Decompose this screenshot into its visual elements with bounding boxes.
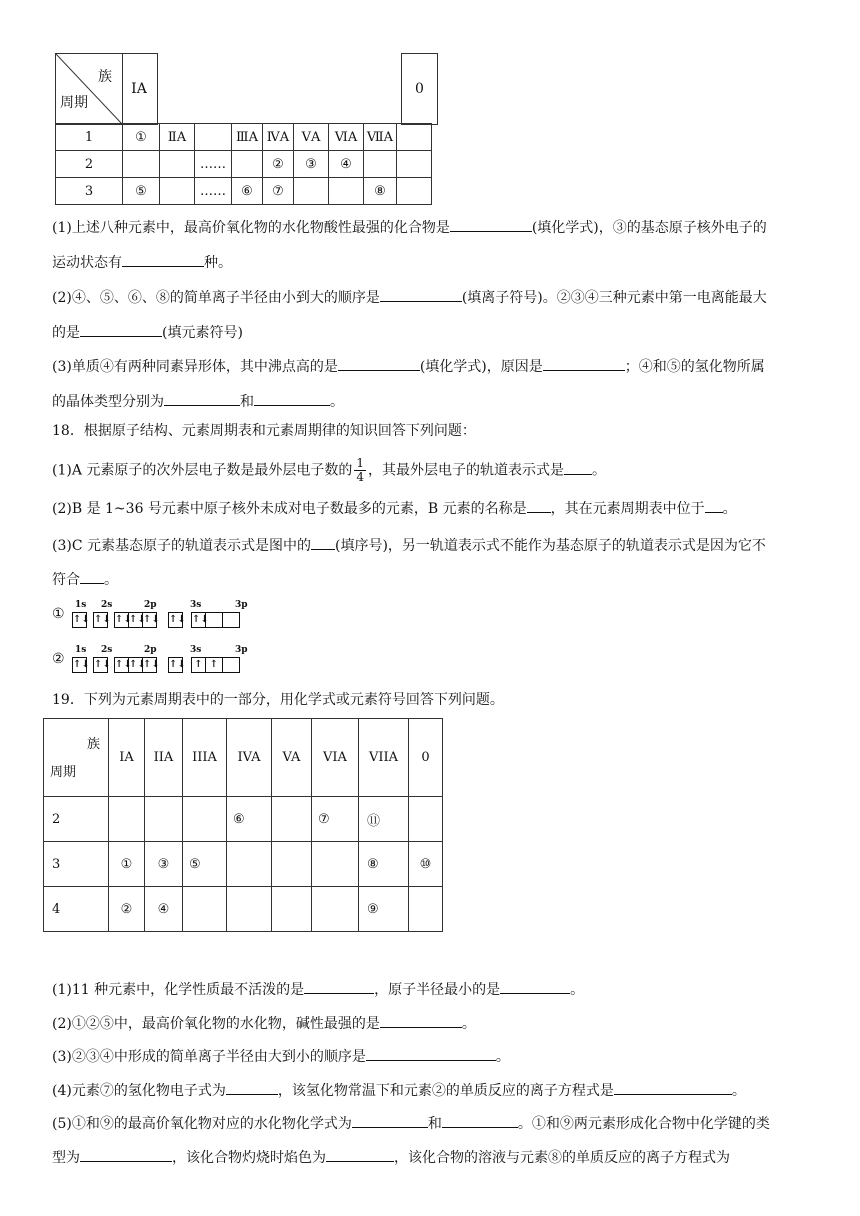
- text: 。: [495, 1049, 510, 1065]
- cell: ⑥: [227, 797, 272, 842]
- cell: [397, 124, 432, 151]
- orbital-label-2s: 2s: [101, 645, 113, 655]
- q18-part3-line2: [52, 569, 118, 590]
- answer-blank[interactable]: [352, 1113, 428, 1128]
- cell: ⅡA: [160, 124, 195, 151]
- table1-header-diag-cell: [55, 53, 123, 125]
- numerator: 1: [356, 456, 365, 470]
- orbital-box: ↑↓: [72, 657, 87, 673]
- diagonal-line: [56, 54, 122, 124]
- text: (填离子符号)。②③④三种元素中第一电离能最大: [461, 290, 767, 306]
- text: 。: [330, 394, 344, 410]
- diagram2-label: ②: [52, 651, 65, 667]
- text: 符合: [52, 572, 80, 588]
- cell: [312, 887, 359, 932]
- orbital-box: ↑↓: [191, 612, 206, 628]
- answer-blank[interactable]: [705, 498, 723, 513]
- text: ，其在元素周期表中位于: [550, 501, 705, 517]
- cell: ⅢA: [232, 124, 263, 151]
- text: 。①和⑨两元素形成化合物中化学键的类: [517, 1116, 770, 1132]
- cell: ⑧: [364, 178, 397, 205]
- orbital-box: ↑↓: [114, 657, 129, 673]
- answer-blank[interactable]: [254, 391, 330, 406]
- orbital-label-3s: 3s: [190, 645, 202, 655]
- cell: ⑪: [359, 797, 409, 842]
- text: ，原子半径最小的是: [374, 982, 501, 998]
- orbital-box: ↑↓: [168, 657, 183, 673]
- denominator: 4: [356, 470, 365, 484]
- orbital-box: ↑↓: [142, 612, 157, 628]
- text: ，该化合物的溶液与元素⑧的单质反应的离子方程式为: [394, 1150, 730, 1166]
- answer-blank[interactable]: [614, 1080, 732, 1095]
- q17-part3-line1: [52, 356, 765, 377]
- col-header: IIIA: [183, 719, 227, 797]
- text: 和: [427, 1116, 442, 1132]
- answer-blank[interactable]: [543, 356, 625, 371]
- cell: ①: [123, 124, 160, 151]
- table1-col-IA: [121, 53, 158, 125]
- text: (3)②③④中形成的简单离子半径由大到小的顺序是: [52, 1049, 366, 1065]
- text: 。: [461, 1016, 476, 1032]
- cell: [312, 842, 359, 887]
- answer-blank[interactable]: [338, 356, 420, 371]
- table2-header-corner: [44, 719, 109, 797]
- cell: ⑥: [232, 178, 263, 205]
- text: (4)元素⑦的氢化物电子式为: [52, 1083, 226, 1099]
- col-header: VIA: [312, 719, 359, 797]
- text: (2)①②⑤中，最高价氧化物的水化物，碱性最强的是: [52, 1016, 380, 1032]
- text: 。: [104, 572, 118, 588]
- cell: ⅣA: [263, 124, 294, 151]
- answer-blank[interactable]: [527, 498, 551, 513]
- orbital-box: ↑↓: [93, 657, 108, 673]
- orbital-label-1s: 1s: [75, 645, 87, 655]
- answer-blank[interactable]: [326, 1147, 394, 1162]
- cell: [109, 797, 145, 842]
- orbital-box: [205, 612, 223, 628]
- col-header: VIIA: [359, 719, 409, 797]
- col-header: IA: [109, 719, 145, 797]
- q18-part3-line1: [52, 535, 766, 556]
- cell: ②: [263, 151, 294, 178]
- cell: ④: [145, 887, 183, 932]
- fraction: [354, 457, 366, 484]
- table1-col-0: [401, 53, 438, 125]
- q17-part3-line2: [52, 391, 344, 412]
- cell: [160, 178, 195, 205]
- q18-title: 18．根据原子结构、元素周期表和元素周期律的知识回答下列问题：: [52, 423, 476, 439]
- table1-row-2: [56, 151, 432, 178]
- cell: ⑧: [359, 842, 409, 887]
- q18-part1: [52, 457, 606, 484]
- col-header: IIA: [145, 719, 183, 797]
- cell: ③: [145, 842, 183, 887]
- text: (1)11 种元素中，化学性质最不活泼的是: [52, 982, 305, 998]
- cell: ⑨: [359, 887, 409, 932]
- text: 。: [570, 982, 585, 998]
- cell: [329, 178, 364, 205]
- q17-part1-line2: [52, 252, 232, 273]
- cell: [232, 151, 263, 178]
- answer-blank[interactable]: [80, 569, 104, 584]
- orbital-box: [222, 657, 240, 673]
- text: (填序号)，另一轨道表示式不能作为基态原子的轨道表示式是因为它不: [335, 538, 766, 554]
- cell: [272, 797, 312, 842]
- text: (2)B 是 1~36 号元素中原子核外未成对电子数最多的元素，B 元素的名称是: [52, 501, 527, 517]
- cell: [397, 178, 432, 205]
- answer-blank[interactable]: [380, 1013, 462, 1028]
- cell: ⑤: [183, 842, 227, 887]
- table2-row-2: [44, 797, 443, 842]
- cell: ①: [109, 842, 145, 887]
- cell: 4: [44, 887, 109, 932]
- q17-part2-line1: [52, 287, 767, 308]
- cell: ⅥA: [329, 124, 364, 151]
- diagram1-label: ①: [52, 606, 65, 622]
- col-0-label: 0: [415, 81, 424, 97]
- header-period: 周期: [50, 765, 77, 780]
- orbital-label-3p: 3p: [235, 645, 248, 655]
- cell: [409, 887, 443, 932]
- orbital-boxes-2: [73, 657, 247, 673]
- cell: ⅤA: [294, 124, 329, 151]
- answer-blank[interactable]: [122, 252, 204, 267]
- cell: [272, 887, 312, 932]
- answer-blank[interactable]: [450, 217, 532, 232]
- table2-row-4: [44, 887, 443, 932]
- answer-blank[interactable]: [380, 287, 462, 302]
- orbital-boxes-1: [73, 612, 247, 628]
- text: 。: [731, 1083, 746, 1099]
- orbital-box: ↑↓: [72, 612, 87, 628]
- answer-blank[interactable]: [311, 535, 335, 550]
- q19-part3: [52, 1046, 510, 1067]
- cell: ……: [195, 178, 232, 205]
- orbital-box: ↑: [191, 657, 206, 673]
- text: (1)A 元素原子的次外层电子数是最外层电子数的: [52, 462, 353, 479]
- answer-blank[interactable]: [304, 979, 374, 994]
- header-group: 族: [86, 737, 100, 752]
- orbital-box: ↑↓: [168, 612, 183, 628]
- cell: 2: [44, 797, 109, 842]
- col-header: IVA: [227, 719, 272, 797]
- orbital-label-2p: 2p: [144, 645, 157, 655]
- orbital-box: ↑↓: [128, 657, 143, 673]
- answer-blank[interactable]: [80, 1147, 172, 1162]
- answer-blank[interactable]: [366, 1046, 496, 1061]
- orbital-label-2p: 2p: [144, 600, 157, 610]
- text: 和: [240, 394, 254, 410]
- cell: ②: [109, 887, 145, 932]
- answer-blank[interactable]: [500, 979, 570, 994]
- text: (3)单质④有两种同素异形体，其中沸点高的是: [52, 359, 338, 375]
- text: 。: [722, 501, 737, 517]
- text: (2)④、⑤、⑥、⑧的简单离子半径由小到大的顺序是: [52, 290, 380, 306]
- cell: ③: [294, 151, 329, 178]
- table2: [43, 718, 443, 932]
- orbital-box: ↑↓: [93, 612, 108, 628]
- table1-body: [55, 123, 432, 205]
- cell: ⑤: [123, 178, 160, 205]
- cell: ⅦA: [364, 124, 397, 151]
- cell: ⑩: [409, 842, 443, 887]
- text: 运动状态有: [52, 255, 122, 271]
- text: 。: [592, 462, 607, 479]
- text: ，该氢化物常温下和元素②的单质反应的离子方程式是: [277, 1083, 614, 1099]
- answer-blank[interactable]: [226, 1080, 278, 1095]
- cell: ④: [329, 151, 364, 178]
- cell: ⑦: [312, 797, 359, 842]
- cell: [227, 842, 272, 887]
- orbital-box: ↑↓: [114, 612, 129, 628]
- q19-part5-line2: [52, 1147, 730, 1168]
- q17-part2-line2: [52, 322, 243, 343]
- cell: [272, 842, 312, 887]
- orbital-box: ↑: [205, 657, 223, 673]
- cell: 3: [56, 178, 123, 205]
- cell: [294, 178, 329, 205]
- text: 的晶体类型分别为: [52, 394, 164, 410]
- q17-part1-line1: [52, 217, 767, 238]
- q18-part2: [52, 498, 737, 519]
- table1-row-1: [56, 124, 432, 151]
- answer-blank[interactable]: [564, 460, 592, 475]
- cell: ……: [195, 151, 232, 178]
- orbital-label-3s: 3s: [190, 600, 202, 610]
- cell: 1: [56, 124, 123, 151]
- cell: [183, 887, 227, 932]
- text: ，该化合物灼烧时焰色为: [172, 1150, 326, 1166]
- q19-title: 19．下列为元素周期表中的一部分，用化学式或元素符号回答下列问题。: [52, 692, 504, 708]
- text: 种。: [204, 255, 232, 271]
- orbital-box: [222, 612, 240, 628]
- text: ，其最外层电子的轨道表示式是: [368, 462, 565, 479]
- cell: [227, 887, 272, 932]
- q19-part4: [52, 1080, 746, 1101]
- text: 的是: [52, 325, 80, 341]
- orbital-label-1s: 1s: [75, 600, 87, 610]
- q19-part5-line1: [52, 1113, 770, 1134]
- table1-row-3: [56, 178, 432, 205]
- cell: [397, 151, 432, 178]
- orbital-box: ↑↓: [142, 657, 157, 673]
- answer-blank[interactable]: [442, 1113, 518, 1128]
- cell: [123, 151, 160, 178]
- col-IA-label: ⅠA: [131, 81, 147, 97]
- orbital-label-2s: 2s: [101, 600, 113, 610]
- cell: 2: [56, 151, 123, 178]
- text: (3)C 元素基态原子的轨道表示式是图中的: [52, 538, 311, 554]
- cell: [145, 797, 183, 842]
- q19-part1: [52, 979, 584, 1000]
- cell: [183, 797, 227, 842]
- text: (填元素符号): [162, 325, 243, 341]
- cell: [409, 797, 443, 842]
- col-header: 0: [409, 719, 443, 797]
- text: 型为: [52, 1150, 80, 1166]
- cell: ⑦: [263, 178, 294, 205]
- text: ；④和⑤的氢化物所属: [624, 359, 765, 375]
- cell: [364, 151, 397, 178]
- table2-row-3: [44, 842, 443, 887]
- text: (5)①和⑨的最高价氧化物对应的水化物化学式为: [52, 1116, 352, 1132]
- cell: [160, 151, 195, 178]
- table1-header-group: 族: [98, 69, 112, 85]
- text: (填化学式)，原因是: [419, 359, 543, 375]
- text: (填化学式)，③的基态原子核外电子的: [531, 220, 767, 236]
- table1-header-period: 周期: [60, 95, 88, 111]
- answer-blank[interactable]: [164, 391, 240, 406]
- cell: [195, 124, 232, 151]
- cell: 3: [44, 842, 109, 887]
- col-header: VA: [272, 719, 312, 797]
- table2-header-row: [44, 719, 443, 797]
- orbital-label-3p: 3p: [235, 600, 248, 610]
- text: (1)上述八种元素中，最高价氧化物的水化物酸性最强的化合物是: [52, 220, 450, 236]
- orbital-box: ↑↓: [128, 612, 143, 628]
- q19-part2: [52, 1013, 476, 1034]
- answer-blank[interactable]: [80, 322, 162, 337]
